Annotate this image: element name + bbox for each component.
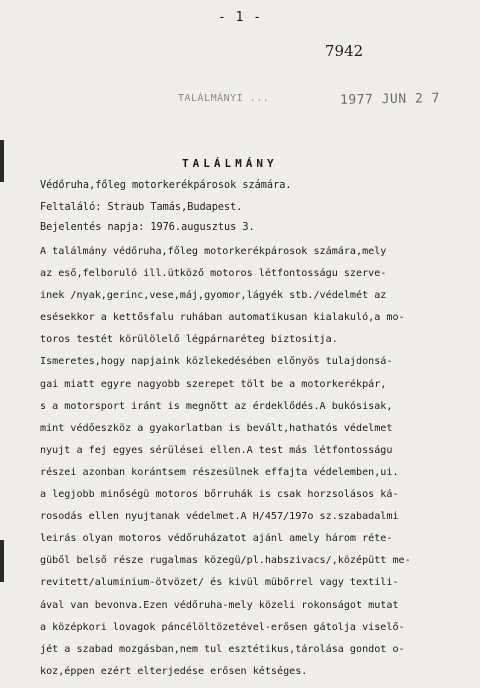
margin-mark [0,140,4,182]
date-stamp: 1977 JUN 2 7 [339,91,441,108]
body-line: esésekkor a kettősfalu ruhában automatikusan kialakuló,a mo- [40,312,405,324]
page-number: - 1 - [218,10,263,25]
body-line: Ismeretes,hogy napjaink közlekedésében előnyös tulajdonsá- [40,356,393,368]
body-line: leirás olyan motoros védőruházatot ajánl amely három réte- [40,533,393,545]
body-line: mint védőeszköz a gyakorlatban is bevált,hathatós védelmet [40,422,393,434]
body-line: inek /nyak,gerinc,vese,máj,gyomor,lágyék stb./védelmét az [40,290,387,302]
margin-mark [0,540,4,582]
inventor-line: Feltaláló: Straub Tamás,Budapest. [40,202,243,213]
subject-line: Védőruha,főleg motorkerékpárosok számára. [40,180,292,191]
body-text [40,241,458,683]
faint-stamp: TALÁLMÁNYI ... [178,93,270,104]
body-line: koz,éppen ezért elterjedése erősen kétséges. [40,665,308,677]
body-line: s a motorsport iránt is megnőtt az érdeklődés.A bukósisak, [40,400,393,412]
filing-date-line: Bejelentés napja: 1976.augusztus 3. [40,222,255,233]
body-line: rosodás ellen nyujtanak védelmet.A H/457/197o sz.szabadalmi [40,511,399,523]
body-line: güből belső része rugalmas közegü/pl.habszivacs/,középütt me- [40,555,411,567]
body-line: jét a szabad mozgásban,nem tul esztétikus,tárolása gondot o- [40,643,405,655]
body-line: az eső,felboruló ill.ütköző motoros létfontosságu szerve- [40,268,387,280]
body-line: A találmány védőruha,főleg motorkerékpárosok számára,mely [40,246,387,257]
body-line: revitett/aluminium-ötvözet/ és kivül mübőrrel vagy textili- [40,577,399,589]
body-line: nyujt a fej egyes sérülései ellen.A test más létfontosságu [40,444,393,456]
body-line: ával van bevonva.Ezen védőruha-mely közeli rokonságot mutat [40,599,399,611]
document-title: TALÁLMÁNY [182,157,278,170]
body-line: toros testét körülölelő légpárnaréteg biztositja. [40,334,338,346]
body-line: részei azonban korántsem részesülnek effajta védelemben,ui. [40,466,399,478]
document-number: 7942 [325,42,364,60]
body-line: gai miatt egyre nagyobb szerepet tölt be a motorkerékpár, [40,378,387,390]
body-line: a középkori lovagok páncélöltözetével-erősen gátolja viselő- [40,621,405,633]
body-line: a legjobb minőségü motoros bőrruhák is csak horzsolásos ká- [40,489,399,501]
